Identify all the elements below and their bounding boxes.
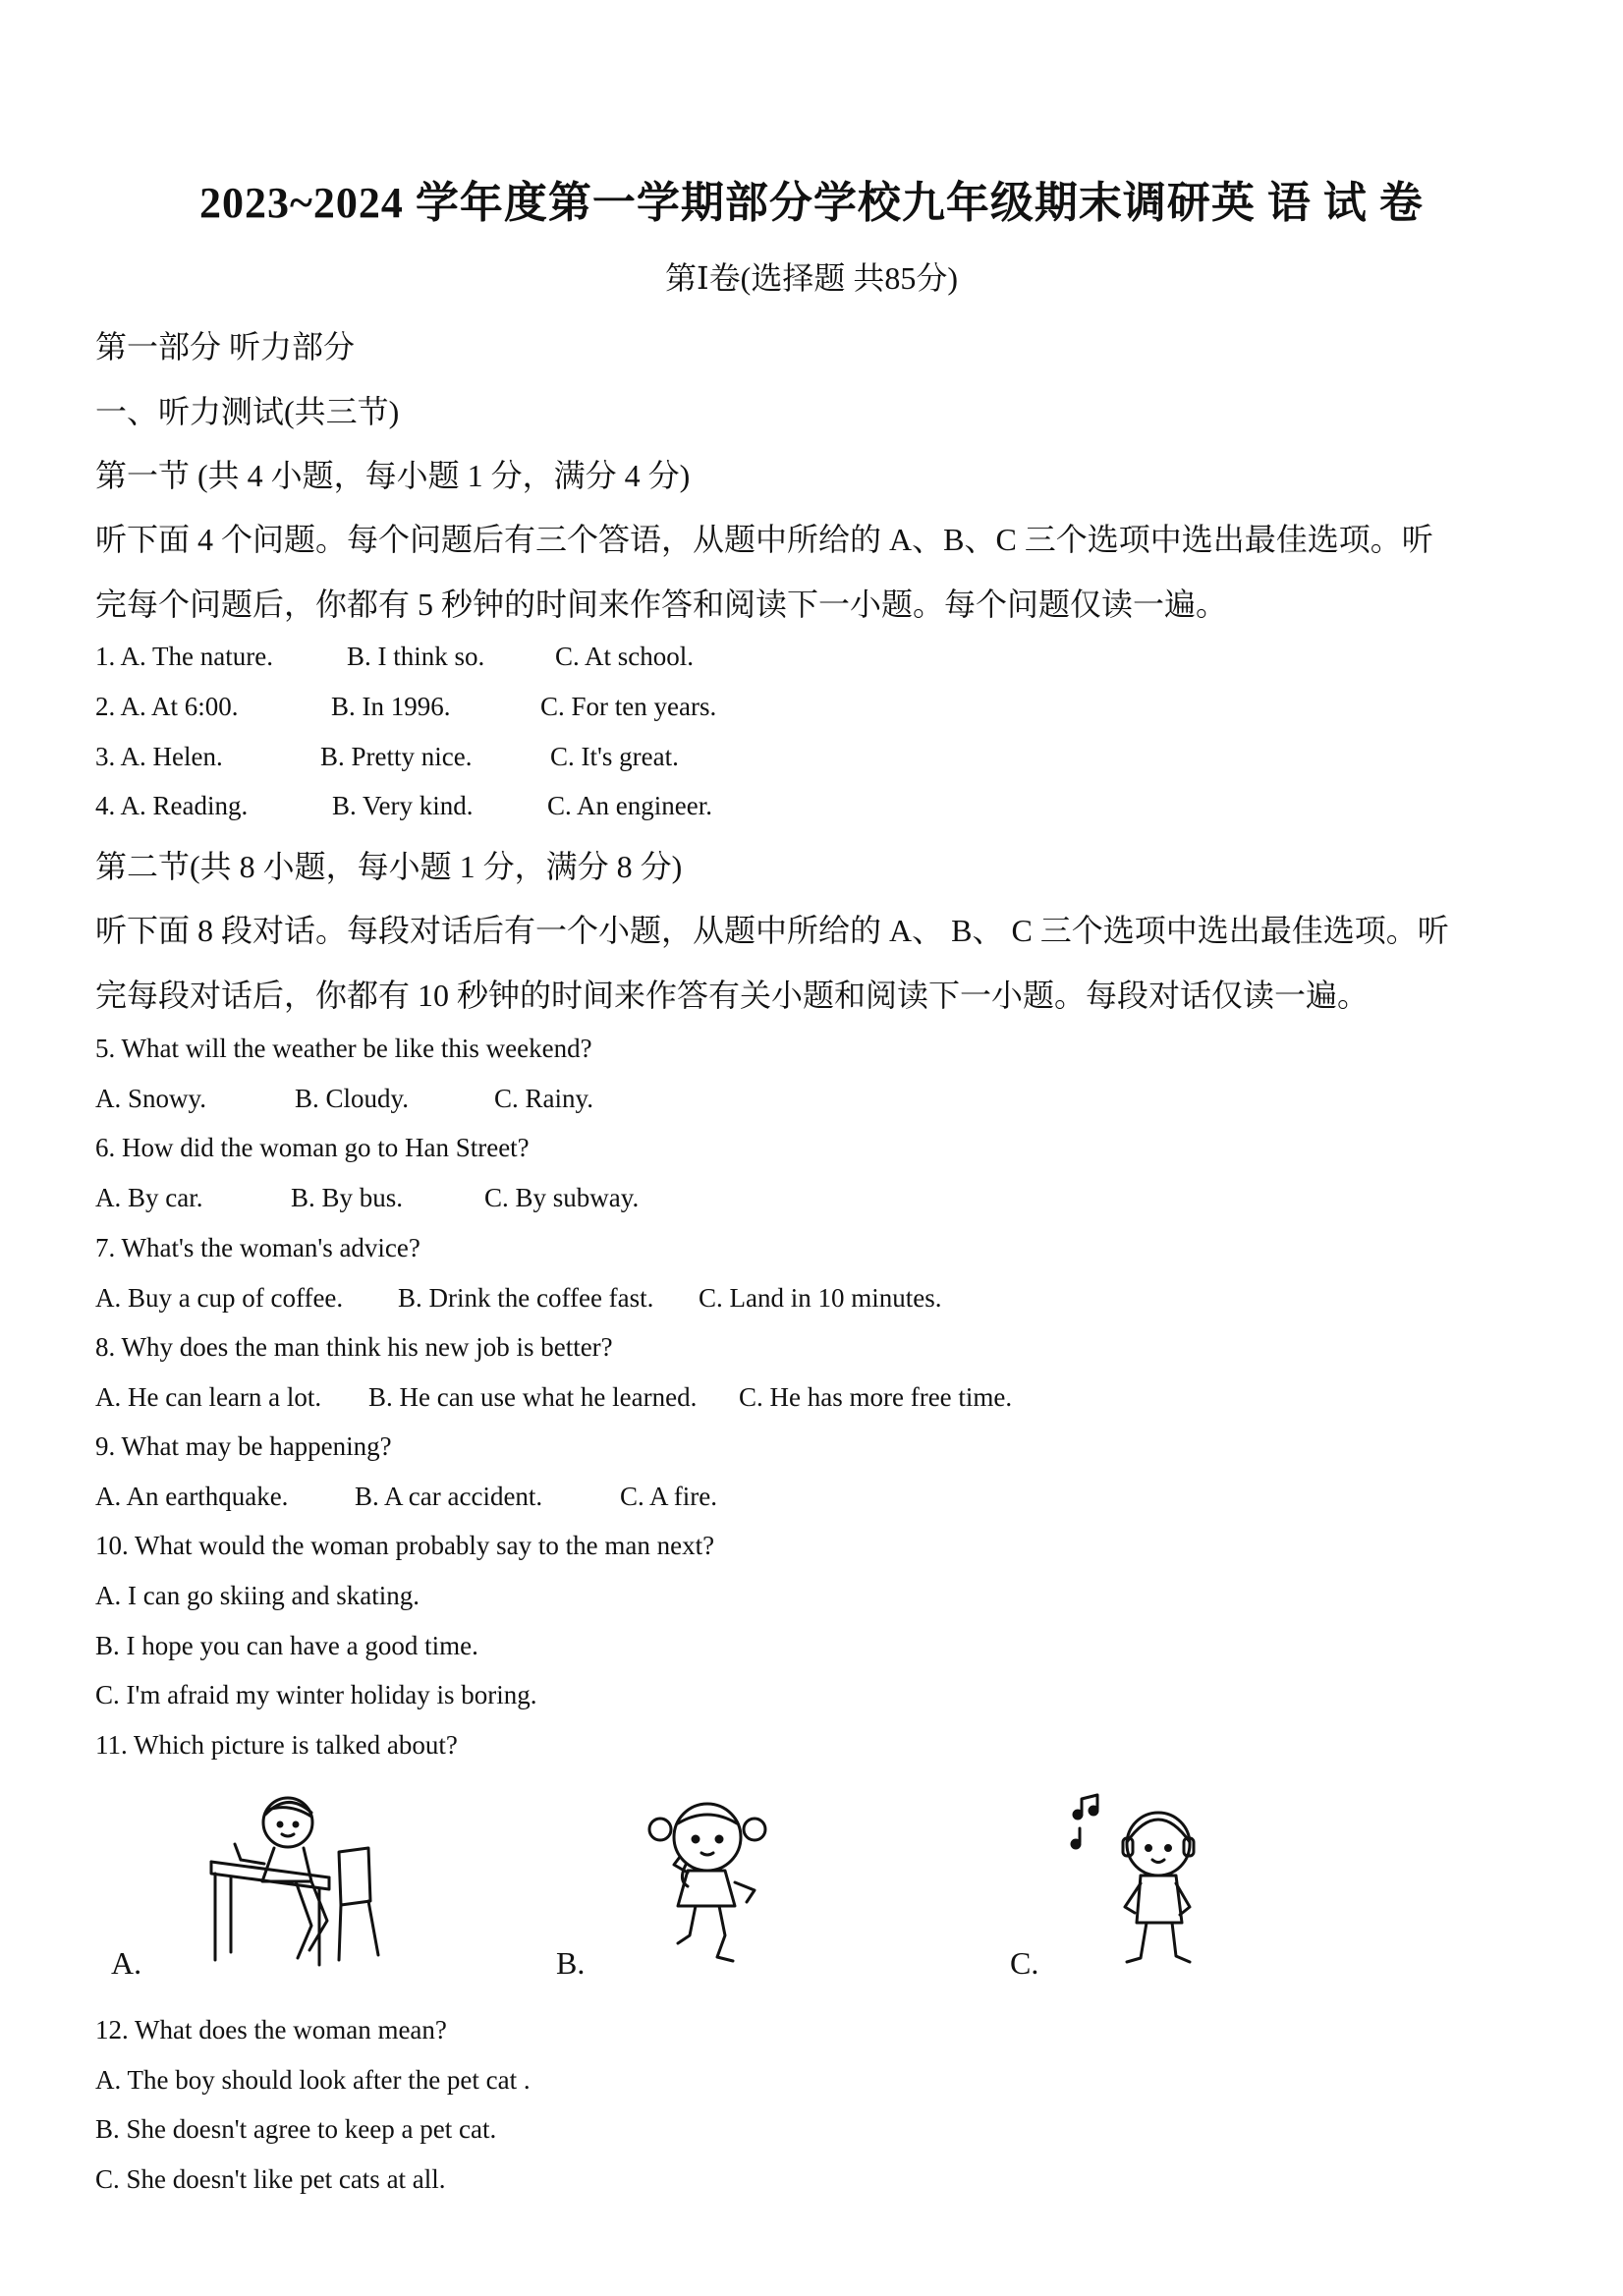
question-stem: 8. Why does the man think his new job is better? (95, 1332, 613, 1362)
option-b: B. By bus. (291, 1183, 404, 1212)
option-a: 4. A. Reading. (95, 791, 249, 820)
girl-on-phone-illustration (639, 1788, 776, 1970)
paper-subtitle: 第Ⅰ卷(选择题 共85分) (665, 260, 958, 296)
option-c: C. An engineer. (547, 791, 712, 820)
option-b: B. Drink the coffee fast. (398, 1283, 654, 1313)
option-a: 1. A. The nature. (95, 642, 273, 671)
option-c: C. I'm afraid my winter holiday is boring. (95, 1680, 537, 1709)
section2-heading: 第二节(共 8 小题，每小题 1 分，满分 8 分) (95, 849, 683, 884)
question-row (95, 692, 716, 722)
option-a: A. I can go skiing and skating. (95, 1581, 420, 1610)
question-stem: 10. What would the woman probably say to the man next? (95, 1531, 715, 1560)
options-row (95, 1382, 1012, 1413)
option-c: C. At school. (555, 642, 695, 671)
option-b: B. I think so. (347, 642, 485, 671)
question-row (95, 791, 712, 821)
girl-writing-at-desk-illustration (201, 1783, 393, 1970)
question-stem: 11. Which picture is talked about? (95, 1730, 458, 1760)
option-b: B. He can use what he learned. (368, 1382, 698, 1412)
boy-listening-to-music-illustration (1066, 1793, 1223, 1975)
option-c: C. For ten years. (540, 692, 717, 721)
option-a: A. He can learn a lot. (95, 1382, 322, 1412)
option-a: A. An earthquake. (95, 1482, 289, 1511)
question-stem: 5. What will the weather be like this weekend? (95, 1034, 592, 1063)
options-row (95, 1482, 717, 1512)
option-b: B. In 1996. (331, 692, 451, 721)
option-b: B. She doesn't agree to keep a pet cat. (95, 2114, 497, 2144)
section1-instruction-line2: 完每个问题后，你都有 5 秒钟的时间来作答和阅读下一小题。每个问题仅读一遍。 (95, 587, 1228, 622)
section2-instruction-line1: 听下面 8 段对话。每段对话后有一个小题，从题中所给的 A、 B、 C 三个选项中选出最佳选项。听 (95, 913, 1449, 948)
question-stem: 7. What's the woman's advice? (95, 1233, 420, 1262)
exam-title: 2023~2024 学年度第一学期部分学校九年级期末调研英 语 试 卷 (199, 179, 1424, 227)
question-stem: 6. How did the woman go to Han Street? (95, 1133, 530, 1162)
option-a: A. By car. (95, 1183, 203, 1212)
option-c: C. Rainy. (494, 1084, 593, 1113)
section1-heading: 第一节 (共 4 小题，每小题 1 分，满分 4 分) (95, 458, 691, 493)
question-row (95, 642, 694, 672)
option-a: 3. A. Helen. (95, 742, 223, 771)
options-row (95, 1283, 941, 1314)
option-b: B. A car accident. (355, 1482, 543, 1511)
question-stem: 9. What may be happening? (95, 1431, 392, 1461)
option-c: C. By subway. (484, 1183, 640, 1212)
option-b: B. Pretty nice. (320, 742, 473, 771)
option-a: 2. A. At 6:00. (95, 692, 239, 721)
options-row (95, 1084, 593, 1114)
option-c: C. She doesn't like pet cats at all. (95, 2164, 446, 2194)
option-a: A. Snowy. (95, 1084, 207, 1113)
option-a: A. Buy a cup of coffee. (95, 1283, 344, 1313)
option-b: B. I hope you can have a good time. (95, 1631, 478, 1660)
picture-option-b-label: B. (556, 1945, 586, 1981)
option-b: B. Very kind. (332, 791, 474, 820)
question-stem: 12. What does the woman mean? (95, 2015, 447, 2044)
section1-instruction-line1: 听下面 4 个问题。每个问题后有三个答语，从题中所给的 A、B、C 三个选项中选出最佳选项。听 (95, 522, 1433, 557)
option-c: C. He has more free time. (739, 1382, 1013, 1412)
part-one-heading: 第一部分 听力部分 (95, 329, 356, 364)
options-row (95, 1183, 639, 1213)
option-a: A. The boy should look after the pet cat . (95, 2065, 531, 2095)
option-c: C. Land in 10 minutes. (699, 1283, 942, 1313)
question-row (95, 742, 679, 772)
option-c: C. A fire. (620, 1482, 717, 1511)
picture-option-a-label: A. (111, 1945, 142, 1981)
picture-option-c-label: C. (1010, 1945, 1039, 1981)
option-b: B. Cloudy. (295, 1084, 410, 1113)
listening-test-heading: 一、听力测试(共三节) (95, 394, 400, 429)
option-c: C. It's great. (550, 742, 679, 771)
section2-instruction-line2: 完每段对话后，你都有 10 秒钟的时间来作答有关小题和阅读下一小题。每段对话仅读一遍。 (95, 978, 1370, 1013)
